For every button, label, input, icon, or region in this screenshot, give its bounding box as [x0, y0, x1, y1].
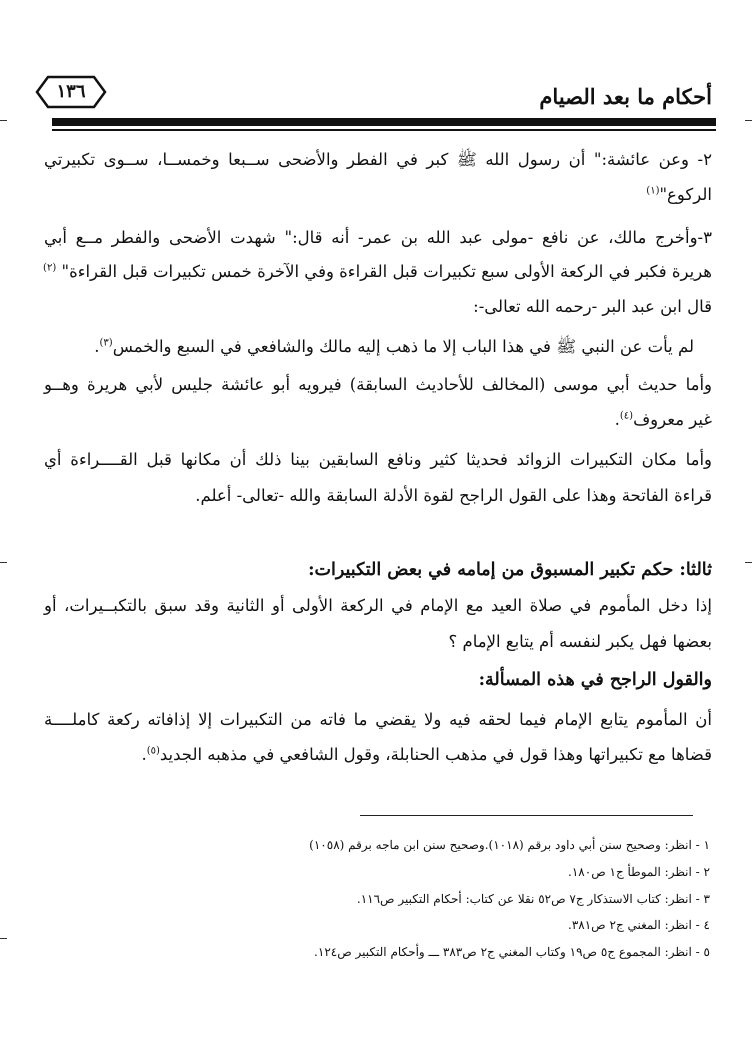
- page-number-frame: [34, 74, 108, 110]
- footnote: ٢ - انظر: الموطأ ج١ ص١٨٠.: [568, 865, 710, 879]
- running-header-title: أحكام ما بعد الصيام: [539, 84, 712, 109]
- footnote-ref: (١): [646, 185, 660, 197]
- text-line: أن المأموم يتابع الإمام فيما لحقه فيه ولا يقضي ما فاته من التكبيرات إلا إذافاته ركعة كاملــــة: [44, 710, 712, 729]
- text-line: قضاها مع تكبيراتها وهذا قول في مذهب الحنابلة، وقول الشافعي في مذهبه الجديد$^{(٥)}$.: [141, 745, 712, 764]
- text-line: وأما حديث أبي موسى (المخالف للأحاديث السابقة) فيرويه أبو عائشة جليس لأبي هريرة وهــو: [44, 375, 712, 394]
- text-line: الركوع"$^{(١)}$: [646, 185, 712, 204]
- scan-mark: [0, 938, 7, 939]
- footnote: ٣ - انظر: كتاب الاستذكار ج٧ ص٥٢ نقلا عن كتاب: أحكام التكبير ص١١٦.: [356, 892, 710, 906]
- text-line: إذا دخل المأموم في صلاة العيد مع الإمام في الركعة الأولى أو الثانية وقد سبق بالتكبــيرات، أو: [44, 596, 712, 615]
- scan-mark: [0, 120, 7, 121]
- scan-mark: [745, 120, 752, 121]
- header-rule-thick: [52, 118, 716, 126]
- footnote-ref: (٤): [619, 410, 634, 422]
- footnote: ٤ - انظر: المغني ج٢ ص٣٨١.: [568, 918, 710, 932]
- footnote-ref: (٥): [146, 745, 160, 757]
- text-line: ٣-وأخرج مالك، عن نافع -مولى عبد الله بن عمر- أنه قال:" شهدت الأضحى والفطر مــع أبي: [44, 228, 712, 247]
- text-line: قال ابن عبد البر -رحمه الله تعالى-:: [473, 297, 712, 316]
- text-line: قراءة الفاتحة وهذا على القول الراجح لقوة الأدلة السابقة والله -تعالى- أعلم.: [195, 486, 712, 505]
- footnote-separator: [360, 815, 693, 816]
- section-heading: ثالثا: حكم تكبير المسبوق من إمامه في بعض التكبيرات:: [308, 560, 712, 580]
- text-line: وأما مكان التكبيرات الزوائد فحديثا كثير ونافع السابقين بينا ذلك أن مكانها قبل القــــراءة أي: [44, 450, 712, 469]
- text-line: بعضها فهل يكبر لنفسه أم يتابع الإمام ؟: [448, 632, 712, 651]
- header-rule-thin: [52, 129, 716, 131]
- scan-mark: [745, 562, 752, 563]
- text-line: غير معروف$^{(٤)}$.: [614, 410, 712, 429]
- text-line: ٢- وعن عائشة:" أن رسول الله ﷺ كبر في الفطر والأضحى ســبعا وخمســا، ســوى تكبيرتي: [44, 150, 712, 169]
- footnote-ref: (٣): [99, 337, 113, 349]
- quote-line: لم يأت عن النبي ﷺ في هذا الباب إلا ما ذهب إليه مالك والشافعي في السبع والخمس$^{(٣)}$.: [94, 337, 694, 356]
- scan-mark: [0, 562, 7, 563]
- subheading: والقول الراجح في هذه المسألة:: [478, 670, 712, 690]
- footnote: ٥ - انظر: المجموع ج٥ ص١٩ وكتاب المغني ج٢ ص٣٨٣ ـــ وأحكام التكبير ص١٢٤.: [314, 945, 710, 959]
- footnote: ١ - انظر: وصحيح سنن أبي داود برقم (١٠١٨).وصحيح سنن ابن ماجه برقم (١٠٥٨): [309, 838, 710, 852]
- footnote-ref: (٢): [43, 262, 57, 274]
- page-number: ١٣٦: [56, 81, 86, 102]
- text-line: هريرة فكبر في الركعة الأولى سبع تكبيرات قبل القراءة وفي الآخرة خمس تكبيرات قبل القراءة" $^{(٢)}$: [43, 262, 712, 281]
